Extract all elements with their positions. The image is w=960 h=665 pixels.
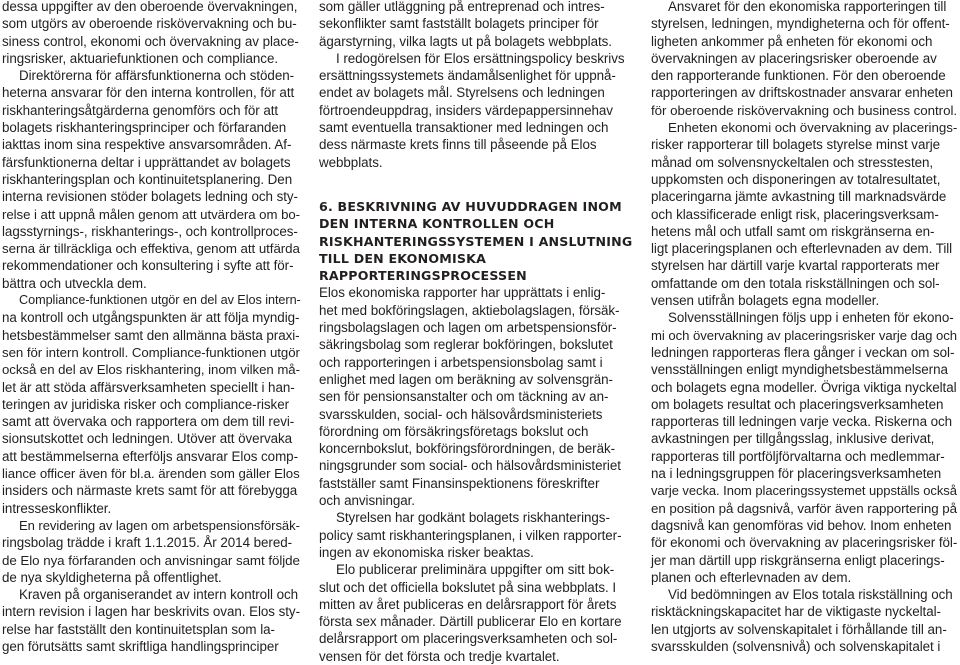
text-line: dagsnivå kan genomföras vid behov. Inom enheten — [651, 517, 952, 533]
section-heading — [319, 198, 633, 284]
text-line: vensen utifrån bolagets egna modeller. — [651, 293, 880, 309]
text-line: planen och efterlevnaden av dem. — [651, 569, 852, 585]
text-line: vensen för det första och tredje kvartalet. — [319, 648, 560, 664]
text-line: Solvensställningen följs upp i enheten för ekono- — [668, 310, 954, 326]
text-line: gen förutsätts samt skriftliga handlingsprinciper — [2, 638, 279, 654]
text-line: ägarstyrning, vilka lagts ut på bolagets webbplats. — [319, 33, 612, 49]
text-line: policy samt riskhanteringsplanen, i vilken rapporter- — [319, 527, 622, 543]
text-line: risker rapporterar till bolagets styrelse minst varje — [651, 137, 941, 153]
text-line: hetens mål och utfall samt om riskgränserna en- — [651, 223, 935, 239]
text-line: placeringarna jämte avkastning till marknadsvärde — [651, 189, 947, 205]
text-line: som gäller utläggning på entreprenad och intres- — [319, 0, 605, 14]
text-line: enlighet med lagen om beräkning av solvensgrän- — [319, 371, 613, 387]
text-line: dessa uppgifter av den oberoende övervakningen, — [2, 0, 298, 14]
text-line: rapporteras till ledningen varje vecka. Riskerna och — [651, 414, 953, 430]
body-paragraph — [319, 0, 633, 50]
body-paragraph — [319, 509, 633, 561]
heading-line: TILL DEN EKONOMISKA — [319, 250, 487, 266]
text-line: En revidering av lagen om arbetspensionsförsäk- — [19, 517, 300, 533]
text-line: Kraven på organiserandet av intern kontroll och — [19, 587, 299, 603]
text-column-2 — [319, 0, 633, 665]
text-line: för oberoende riskövervakning och business control. — [651, 102, 958, 118]
body-paragraph — [651, 309, 957, 586]
text-line: mitten av året publiceras en delårsrapport för årets — [319, 596, 617, 612]
body-paragraph — [319, 284, 633, 509]
text-line: övervakningen av placeringsrisker oberoende av — [651, 50, 937, 66]
text-line: ledningen rapporteras flera gånger i veckan om sol- — [651, 344, 955, 360]
text-line: len utgjorts av solvenskapitalet i förhållande till an- — [651, 621, 947, 637]
text-line: insiders och närmaste krets samt för att förebygga — [2, 483, 298, 499]
heading-line: 6. BESKRIVNING AV HUVUDDRAGEN INOM — [319, 198, 622, 214]
text-line: förordning om försäkringsföretags bokslut och — [319, 423, 589, 439]
text-line: och klassificerade enligt risk, placeringsverksam- — [651, 206, 939, 222]
text-line: Compliance-funktionen utgör en del av Elos intern- — [19, 293, 301, 308]
text-line: bolagets riskhanteringsprinciper och förfaranden — [2, 120, 287, 136]
text-line: let är att stöda affärsverksamheten speciellt i han- — [2, 379, 295, 395]
body-paragraph — [2, 0, 300, 67]
heading-line: RISKHANTERINGSSYSTEMEN I ANSLUTNING — [319, 233, 633, 249]
text-line: dess närmaste krets finns till påseende på Elos — [319, 137, 597, 153]
body-paragraph — [2, 292, 300, 517]
text-line: ligheten ankommer på enheten för ekonomi och — [651, 33, 933, 49]
text-line: Direktörerna för affärsfunktionerna och stöden- — [19, 68, 295, 84]
text-line: sekonflikter samt fastställt bolagets principer för — [319, 16, 599, 32]
text-line: sen för intern kontroll. Compliance-funktionen utgör — [2, 344, 300, 360]
text-line: jer man därtill upp riskgränserna enligt placerings- — [651, 552, 945, 568]
text-line: för ekonomi och övervakning av placeringsrisker föl- — [651, 535, 958, 551]
text-line: och rapporteringen i arbetspensionsbolag samt i — [319, 354, 603, 370]
text-line: varje vecka. Inom placeringssystemet uppställs också — [651, 483, 957, 499]
text-line: mi och övervakning av placeringsrisker varje dag och — [651, 327, 957, 343]
text-line: Vid bedömningen av Elos totala riskställning och — [668, 587, 953, 603]
text-line: om bolagets resultat och placeringsverksamheten — [651, 396, 944, 412]
text-line: Elo publicerar preliminära uppgifter om sitt bok- — [336, 562, 615, 578]
text-line: slut och det officiella bokslutet på sina webbplats. I — [319, 579, 617, 595]
body-paragraph — [651, 0, 957, 119]
text-line: I redogörelsen för Elos ersättningspolicy beskrivs — [336, 50, 625, 66]
text-line: färsfunktionerna deltar i upprättandet av bolagets — [2, 154, 291, 170]
text-line: ligt placeringsplanen och efterlevnaden av dem. Till — [651, 241, 953, 257]
text-line: förtroendeuppdrag, insiders värdepappersinnehav — [319, 102, 613, 118]
heading-line: DEN INTERNA KONTROLLEN OCH — [319, 216, 555, 232]
text-line: de nya skyldigheterna på offentlighet. — [2, 569, 222, 585]
text-line: uppkomsten och disponeringen av totalresultatet, — [651, 171, 941, 187]
text-line: sen för pensionsanstalter och om täckning av an- — [319, 389, 609, 405]
text-line: ningsgrunder som social- och hälsovårdsministeriet — [319, 458, 621, 474]
text-line: månad om solvensnyckeltalen och stresstesten, — [651, 154, 934, 170]
text-line: fastställer samt Finansinspektionens föreskrifter — [319, 475, 600, 491]
text-line: intresseskonflikter. — [2, 500, 112, 516]
text-line: samt att övervaka och rapportera om dem till revi- — [2, 414, 295, 430]
text-column-1 — [2, 0, 300, 655]
text-line: webbplats. — [319, 154, 383, 170]
text-line: relse i att uppnå målen genom att utvärdera om bo- — [2, 206, 301, 222]
text-line: teringen av juridiska risker och compliance-risker — [2, 396, 289, 412]
text-line: Enheten ekonomi och övervakning av placerings- — [668, 120, 958, 136]
text-line: lagsstyrnings-, riskhanterings-, och kontrollproces- — [2, 223, 298, 239]
text-line: sionsutskottet och ledningen. Utöver att övervaka — [2, 431, 293, 447]
text-line: svarsskulden (solvensnivå) och solvenskapitalet i — [651, 638, 941, 654]
text-line: omfattande om den totala riskställningen och sol- — [651, 275, 940, 291]
text-line: den rapporterande funktionen. För den oberoende — [651, 68, 946, 84]
text-line: interna revisionen stöder bolagets ledning och sty- — [2, 189, 298, 205]
text-line: Elos ekonomiska rapporter har upprättats i enlig- — [319, 285, 606, 301]
text-line: som utgörs av oberoende riskövervakning och bu- — [2, 16, 297, 32]
text-line: ringsbolag trädde i kraft 1.1.2015. År 2014 bered- — [2, 535, 293, 551]
text-line: de Elo nya förfaranden och anvisningar samt följde — [2, 552, 300, 568]
text-line: styrelsen, ledningen, myndigheterna och för offent- — [651, 16, 950, 32]
text-line: hetsbestämmelser samt den allmänna bästa praxi- — [2, 327, 300, 343]
text-line: en position på dagsnivå, varför även rapportering på — [651, 500, 957, 516]
text-line: liance officer även för bl.a. ärenden som gäller Elos — [2, 466, 300, 482]
text-line: het med bokföringslagen, aktiebolagslagen, försäk- — [319, 302, 620, 318]
text-line: styrelsen har därtill varje kvartal rapporterats mer — [651, 258, 940, 274]
text-line: na i ledningsgruppen för placeringsverksamheten — [651, 466, 942, 482]
body-paragraph — [651, 119, 957, 309]
text-line: koncernbokslut, bokföringsförordningen, de beräk- — [319, 441, 616, 457]
text-line: delårsrapport om placeringsverksamheten och sol- — [319, 631, 618, 647]
text-line: Ansvaret för den ekonomiska rapporteringen till — [668, 0, 947, 14]
text-column-3 — [651, 0, 957, 655]
text-line: ingen av ekonomiska risker beaktas. — [319, 544, 534, 560]
body-paragraph — [651, 586, 957, 655]
text-line: riskhanteringsplan och kontinuitetsplanering. Den — [2, 171, 293, 187]
text-line: ringsbolagslagen och lagen om arbetspensionsför- — [319, 320, 617, 336]
text-line: och anvisningar. — [319, 493, 415, 509]
text-line: också en del av Elos riskhantering, inom vilken må- — [2, 362, 300, 378]
text-line: relse har fastställt den kontinuitetsplan som la- — [2, 621, 275, 637]
body-paragraph — [319, 50, 633, 171]
text-line: säkringsbolag som reglerar bokföringen, bokslutet — [319, 337, 613, 353]
text-line: avkastningen per tillgångsslag, inklusive derivat, — [651, 431, 935, 447]
text-line: risktäckningskapacitet har de viktigaste nyckeltal- — [651, 604, 941, 620]
heading-line: RAPPORTERINGSPROCESSEN — [319, 268, 527, 284]
text-line: samt eventuella transaktioner med ledningen och — [319, 120, 609, 136]
text-line: första sex månader. Därtill publicerar Elo en kortare — [319, 614, 622, 630]
body-paragraph — [2, 517, 300, 586]
text-line: rekommendationer och konsultering i syfte att för- — [2, 258, 294, 274]
body-paragraph — [2, 67, 300, 292]
text-line: heterna ansvarar för den interna kontrollen, för att — [2, 85, 295, 101]
text-line: siness control, ekonomi och övervakning av place- — [2, 33, 299, 49]
text-line: att bestämmelserna efterföljs ansvarar Elos comp- — [2, 448, 298, 464]
text-line: endet av bolagets mål. Styrelsens och ledningen — [319, 85, 605, 101]
text-line: ringsrisker, aktuariefunktionen och compliance. — [2, 50, 279, 66]
text-line: intern revision i lagen har beskrivits ovan. Elos sty- — [2, 604, 300, 620]
text-line: svarsskulden, social- och hälsovårdsministeriets — [319, 406, 603, 422]
text-line: rapporteringen av driftskostnader ansvarar enheten — [651, 85, 953, 101]
text-line: bättra och utveckla dem. — [2, 275, 147, 291]
text-line: och bolagets egna modeller. Övriga viktiga nyckeltal — [651, 379, 957, 395]
text-line: na kontroll och utgångspunkten är att följa myndig- — [2, 310, 300, 326]
text-line: serna är tillräckliga och effektiva, genom att utfärda — [2, 241, 300, 257]
text-line: riskhanteringsåtgärderna genomförs och för att — [2, 102, 279, 118]
body-paragraph — [2, 586, 300, 655]
text-line: rapporteras till portföljförvaltarna och medlemmar- — [651, 448, 945, 464]
text-line: vensställningen enligt myndighetsbestämmelserna — [651, 362, 948, 378]
text-line: Styrelsen har godkänt bolagets riskhanterings- — [336, 510, 610, 526]
text-line: ersättningssystemets ändamålsenlighet för uppnå- — [319, 68, 616, 84]
body-paragraph — [319, 561, 633, 665]
text-line: iakttas inom sina respektive ansvarsområden. Af- — [2, 137, 292, 153]
